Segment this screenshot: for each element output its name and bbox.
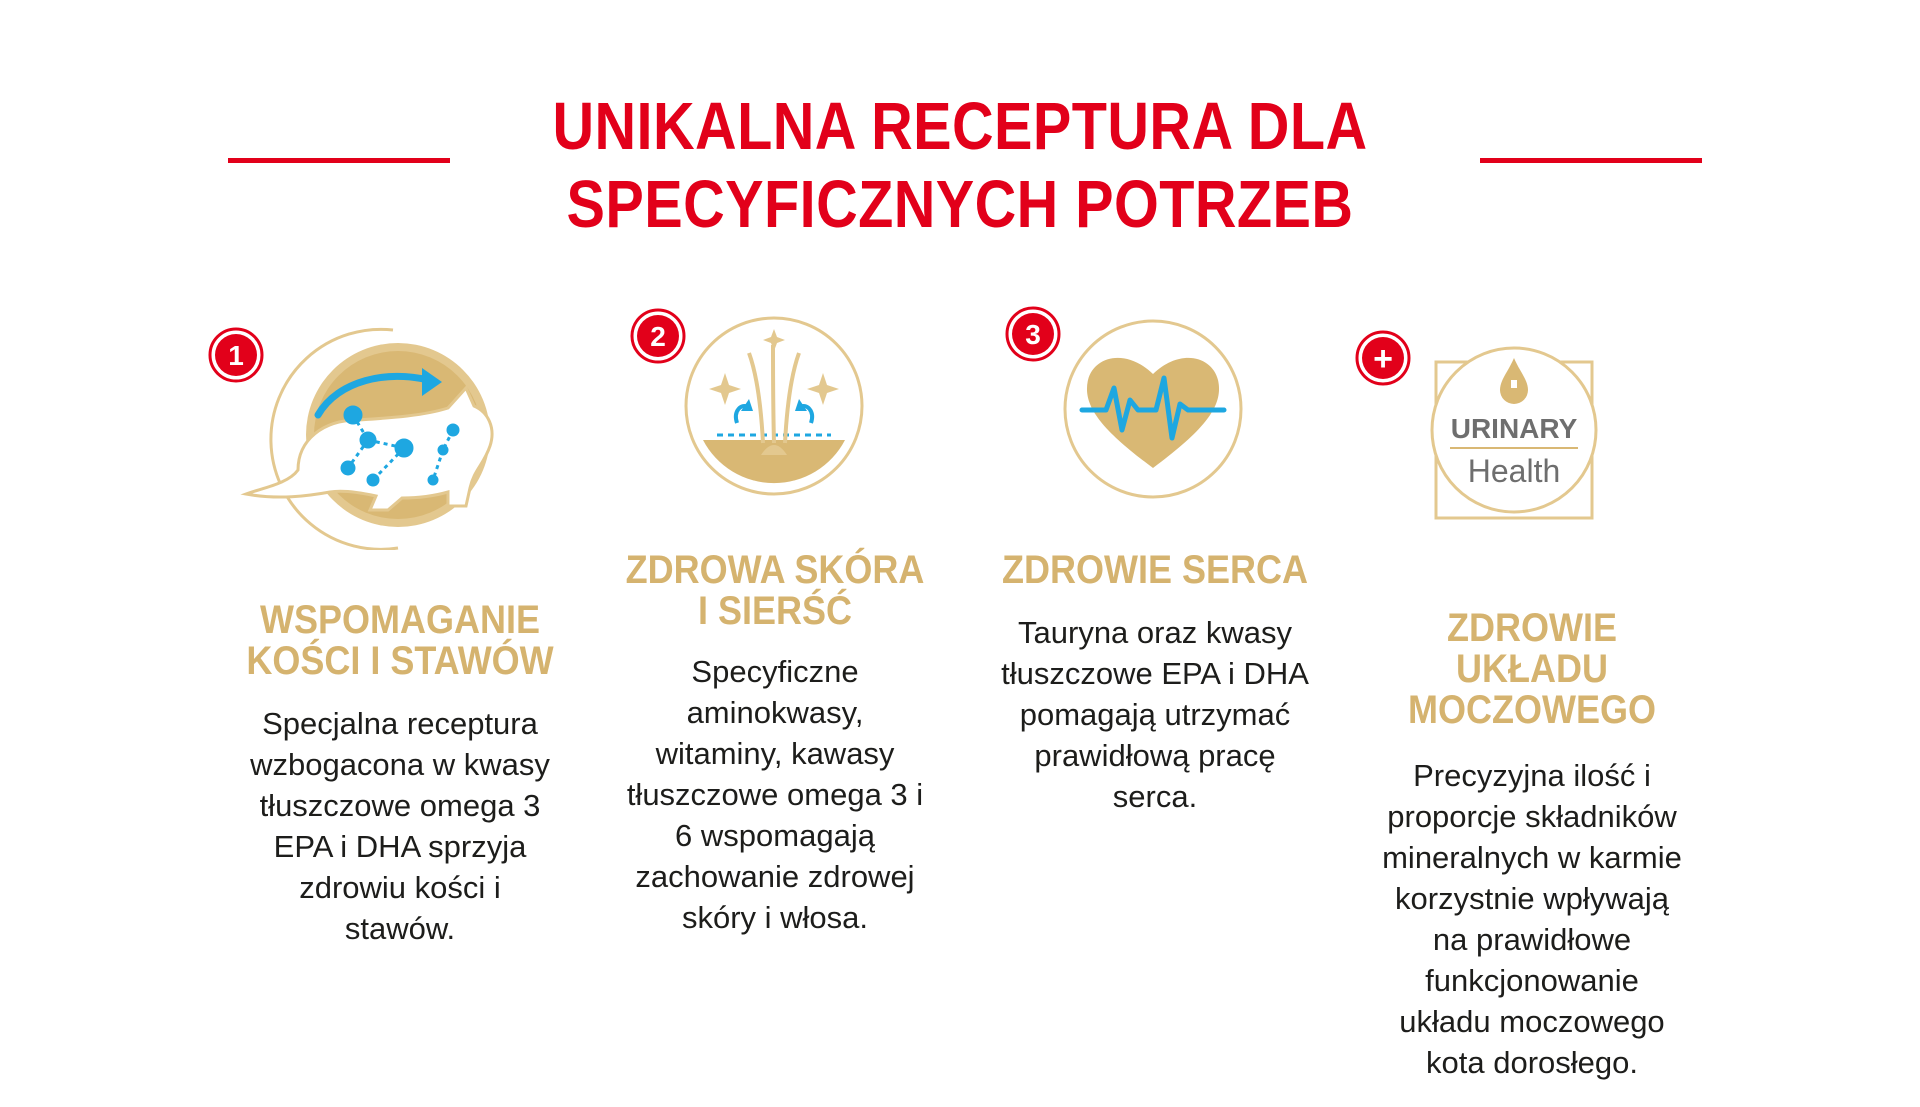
page-title-line-2: SPECYFICZNYCH POTRZEB <box>566 167 1354 242</box>
title-divider-right <box>1480 158 1702 163</box>
health-label: Health <box>1467 453 1561 489</box>
feature-3-title: ZDROWIE SERCA <box>1002 548 1308 592</box>
plus-badge-label: + <box>1373 340 1393 378</box>
title-divider-left <box>228 158 450 163</box>
heart-pulse-icon <box>1062 318 1244 500</box>
urinary-label: URINARY <box>1450 413 1578 444</box>
skin-hair-icon <box>683 315 865 497</box>
feature-4-title: ZDROWIE UKŁADU MOCZOWEGO <box>1408 606 1656 732</box>
step-badge-1-label: 1 <box>228 340 244 371</box>
cat-joints-icon <box>238 320 518 550</box>
step-badge-3-label: 3 <box>1025 319 1041 350</box>
feature-2-title: ZDROWA SKÓRA I SIERŚĆ <box>625 548 925 633</box>
page-title-line-1: UNIKALNA RECEPTURA DLA <box>552 89 1368 164</box>
step-badge-3 <box>1005 306 1061 362</box>
urinary-health-icon <box>1424 340 1604 520</box>
feature-2-description: Specyficzne aminokwasy, witaminy, kawasy tłuszczowe omega 3 i 6 wspomagają zachowanie zdrowej skóry i włosa. <box>626 654 924 935</box>
step-badge-2-label: 2 <box>650 321 666 352</box>
plus-badge-icon <box>1355 330 1411 386</box>
step-badge-1 <box>208 327 264 383</box>
step-badge-2 <box>630 308 686 364</box>
page-title <box>134 88 1785 244</box>
feature-1-description: Specjalna receptura wzbogacona w kwasy tłuszczowe omega 3 EPA i DHA sprzyja zdrowiu kości i stawów. <box>250 706 550 946</box>
feature-4-description: Precyzyjna ilość i proporcje składników mineralnych w karmie korzystnie wpływają na prawidłowe funkcjonowanie układu moczowego kota dorosłego. <box>1382 758 1682 1080</box>
feature-1-title: WSPOMAGANIE KOŚCI I STAWÓW <box>246 598 554 683</box>
feature-3-description: Tauryna oraz kwasy tłuszczowe EPA i DHA pomagają utrzymać prawidłową pracę serca. <box>1001 615 1309 814</box>
